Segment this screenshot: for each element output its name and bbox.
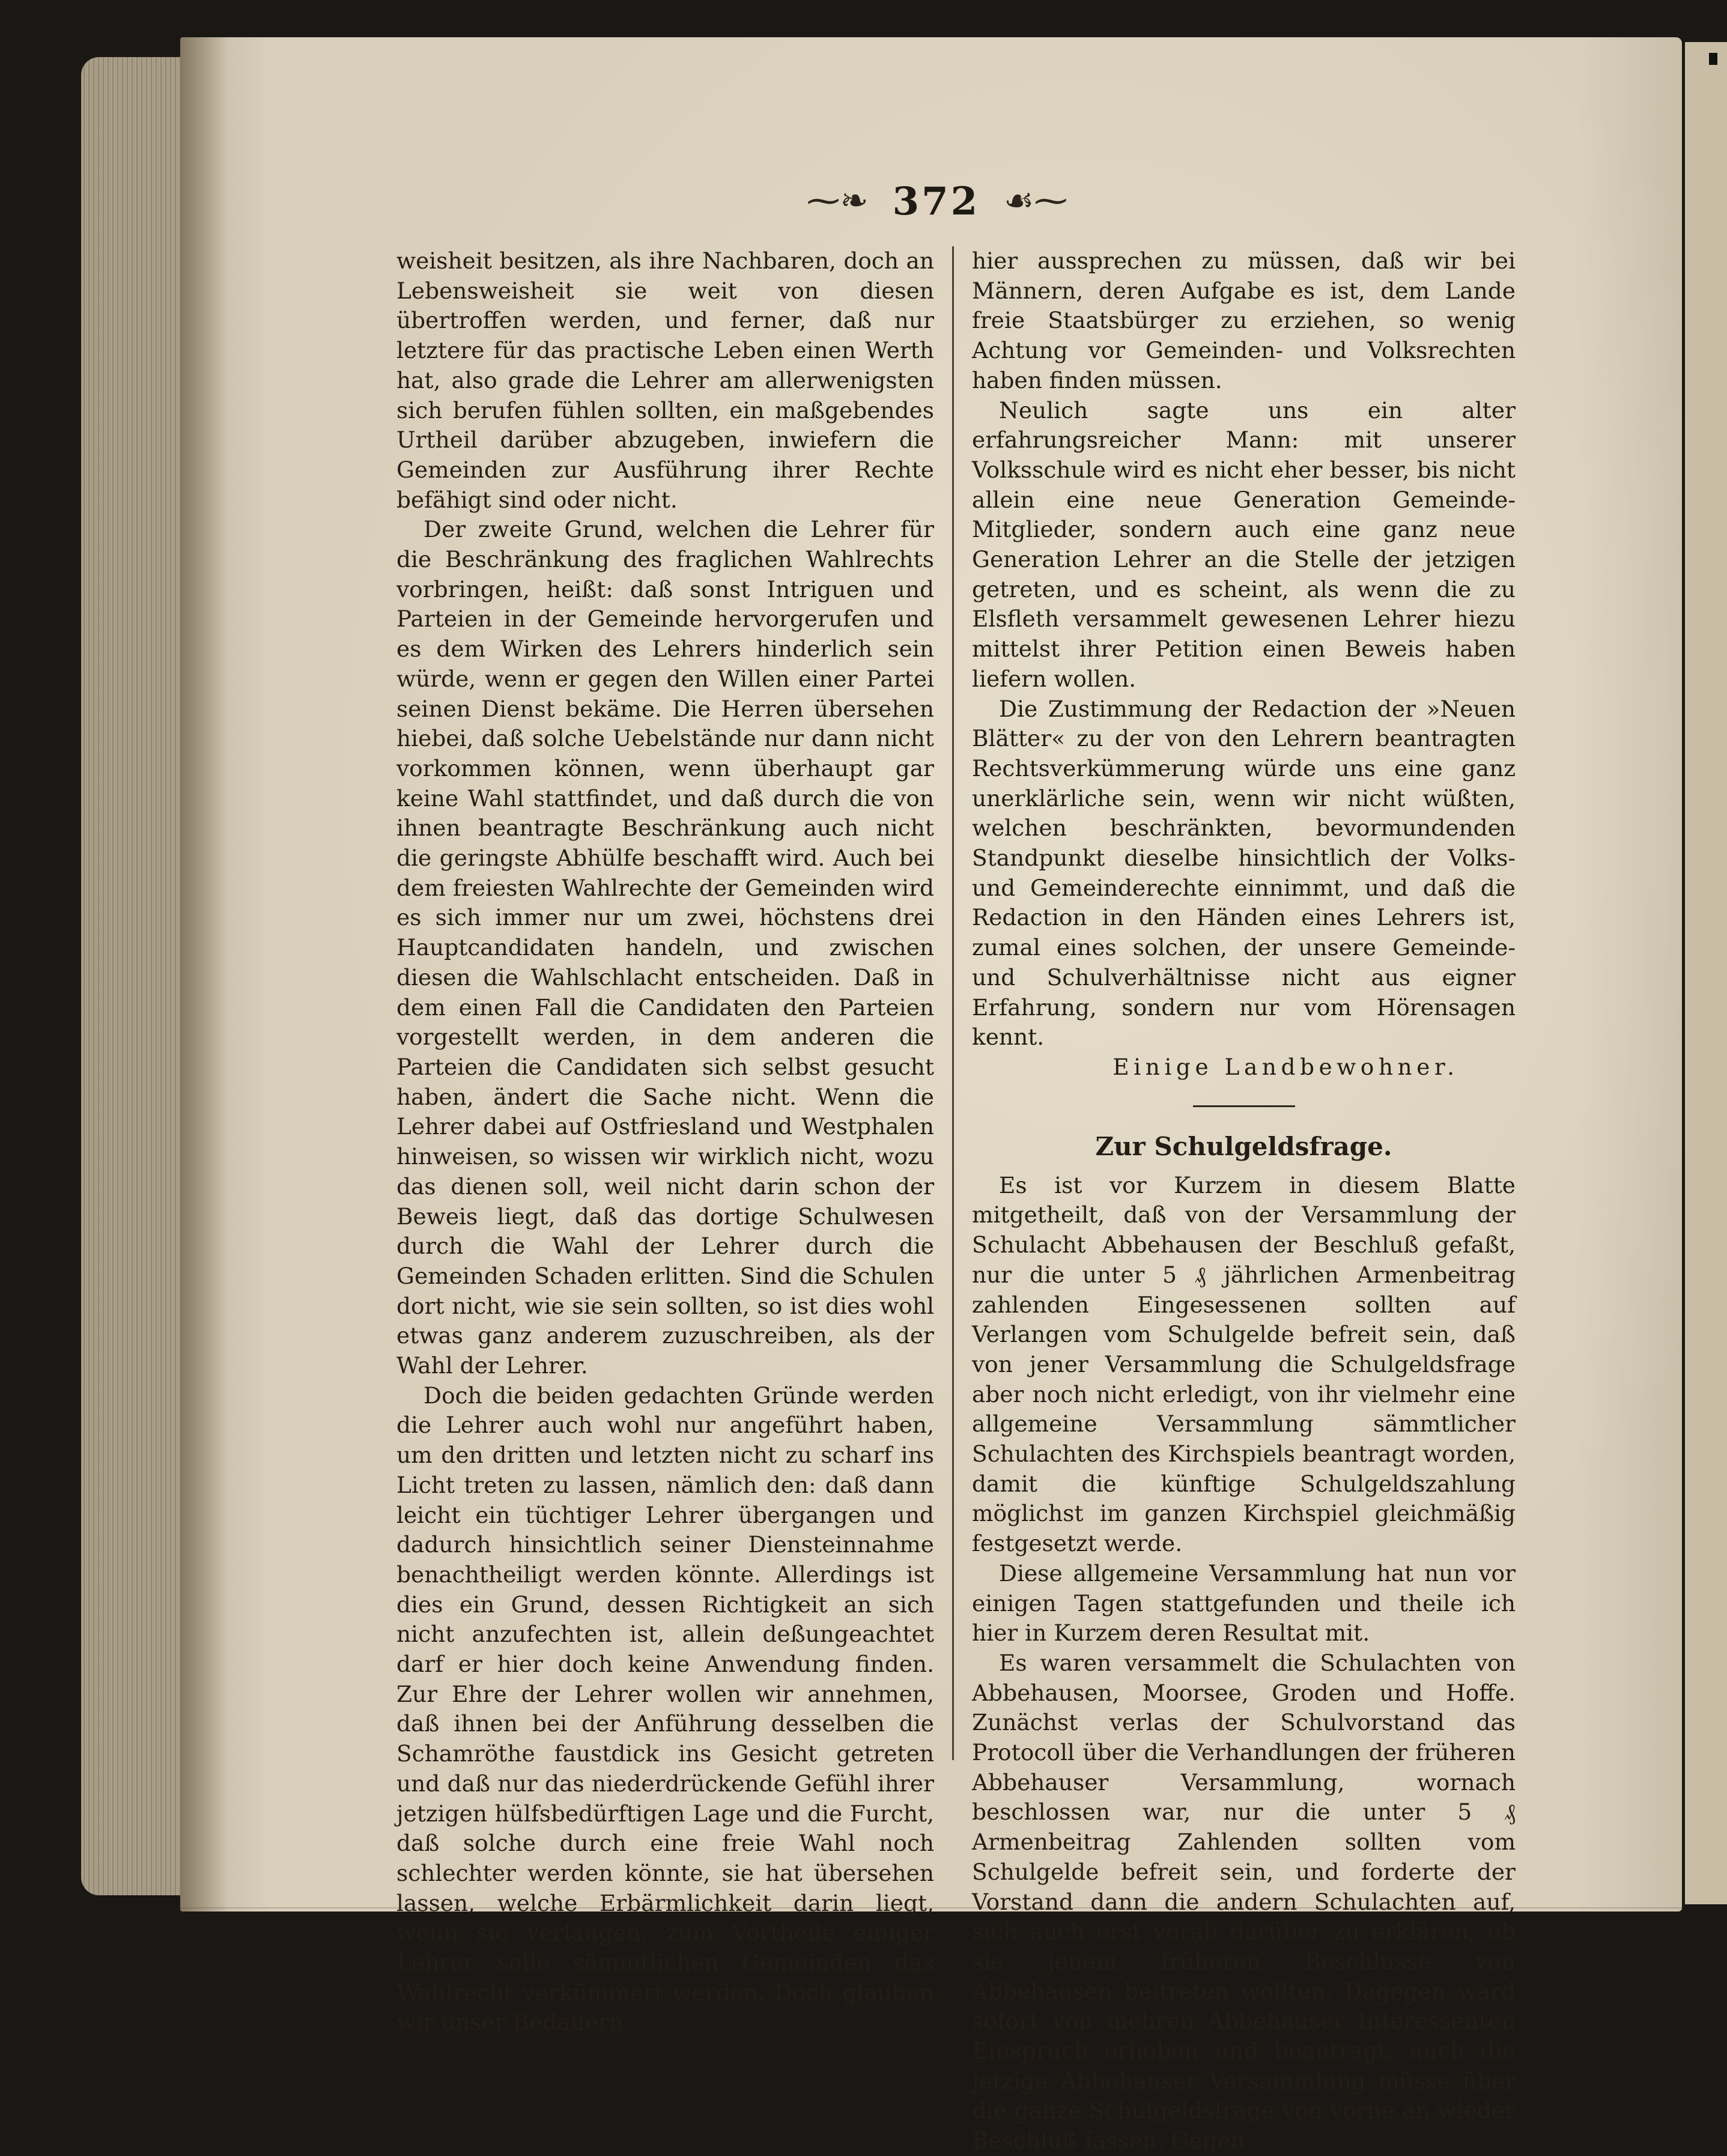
paragraph: Es waren versammelt die Schulachten von Abbehausen, Moorsee, Groden und Hoffe. Zunächst verlas der Schulvorstand das Protocoll über die Verhandlungen der früheren Abbehauser Versammlung, wornach beschlossen war, nur die unter 5 ₰ Armenbeitrag Zahlenden sollten vom Schulgelde befreit sein, und forderte der Vorstand dann die andern Schulachten auf, sich auch erst vorab darüber zu erklären, ob sie jenem früheren Beschlusse von Abbehausen beitreten wollten. Dagegen ward sofort von mehren Abbehauser Interessenten Einspruch erhoben und beantragt, auch die jetzige Abbehauser Versammlung müsse über die ganze Schulgeldsfrage von vorne an wieder Beschluß fassen. Gegen [972, 1649, 1516, 2154]
scan-marker [1709, 53, 1717, 65]
page-header [781, 177, 1093, 225]
article-heading: Zur Schulgeldsfrage. [1095, 1131, 1392, 1161]
page-bottom-line [180, 1907, 1682, 1909]
spine-shadow [180, 37, 228, 1912]
paragraph: Diese allgemeine Versammlung hat nun vor einigen Tagen stattgefunden und theile ich hier in Kurzem deren Resultat mit. [972, 1559, 1516, 1647]
paragraph: Neulich sagte uns ein alter erfahrungsreicher Mann: mit unserer Volksschule wird es nicht eher besser, bis nicht allein eine neue Generation Gemeinde-Mitglieder, sondern auch eine ganz neue Generation Lehrer an die Stelle der jetzigen getreten, und es scheint, als wenn die zu Elsfleth versammelt gewesenen Lehrer hiezu mittelst ihrer Petition einen Beweis haben liefern wollen. [972, 396, 1516, 692]
paragraph: Der zweite Grund, welchen die Lehrer für die Beschränkung des fraglichen Wahlrechts vorbringen, heißt: daß sonst Intriguen und Parteien in der Gemeinde hervorgerufen und es dem Wirken des Lehrers hinderlich sein würde, wenn er gegen den Willen einer Partei seinen Dienst bekäme. Die Herren übersehen hiebei, daß solche Uebelstände nur dann nicht vorkommen können, wenn überhaupt gar keine Wahl stattfindet, und daß durch die von ihnen beantragte Beschränkung auch nicht die geringste Abhülfe beschafft wird. Auch bei dem freiesten Wahlrechte der Gemeinden wird es sich immer nur um zwei, höchstens drei Hauptcandidaten handeln, und zwischen diesen die Wahlschlacht entscheiden. Daß in dem einen Fall die Candidaten den Parteien vorgestellt werden, in dem anderen die Parteien die Candidaten sich selbst gesucht haben, ändert die Sache nicht. Wenn die Lehrer dabei auf Ostfriesland und Westphalen hinweisen, so wissen wir wirklich nicht, wozu das dienen soll, weil nicht darin schon der Beweis liegt, daß das dortige Schulwesen durch die Wahl der Lehrer durch die Gemeinden Schaden erlitten. Sind die Schulen dort nicht, wie sie sein sollten, so ist dies wohl etwas ganz anderem zuzuschreiben, als der Wahl der Lehrer. [396, 516, 934, 1379]
column-divider [952, 246, 954, 1760]
left-column [396, 246, 934, 2038]
paragraph: weisheit besitzen, als ihre Nachbaren, doch an Lebensweisheit sie weit von diesen übertroffen werden, und ferner, daß nur letztere für das practische Leben einen Werth hat, also grade die Lehrer am allerwenigsten sich berufen fühlen sollten, ein maßgebendes Urtheil darüber abzugeben, inwiefern die Gemeinden zur Ausführung ihrer Rechte befähigt sind oder nicht. [396, 247, 934, 513]
paragraph: Es ist vor Kurzem in diesem Blatte mitgetheilt, daß von der Versammlung der Schulacht Abbehausen der Beschluß gefaßt, nur die unter 5 ₰ jährlichen Armenbeitrag zahlenden Eingesessenen sollten auf Verlangen vom Schulgelde befreit sein, daß von jener Versammlung die Schulgeldsfrage aber noch nicht erledigt, von ihr vielmehr eine allgemeine Versammlung sämmtlicher Schulachten des Kirchspiels beantragt worden, damit die künftige Schulgeldszahlung möglichst im ganzen Kirchspiel gleichmäßig festgesetzt werde. [972, 1171, 1516, 1557]
ornament-left-icon: ⁓❧ [806, 181, 869, 220]
paragraph: Die Zustimmung der Redaction der »Neuen Blätter« zu der von den Lehrern beantragten Rechtsverkümmerung würde uns eine ganz unerklärliche sein, wenn wir nicht wüßten, welchen beschränkten, bevormundenden Standpunkt dieselbe hinsichtlich der Volks- und Gemeinderechte einnimmt, und daß die Redaction in den Händen eines Lehrers ist, zumal eines solchen, der unsere Gemeinde- und Schulverhältnisse nicht aus eigner Erfahrung, sondern nur vom Hörensagen kennt. [972, 695, 1516, 1051]
paragraph: Doch die beiden gedachten Gründe werden die Lehrer auch wohl nur angeführt haben, um den dritten und letzten nicht zu scharf ins Licht treten zu lassen, nämlich den: daß dann leicht ein tüchtiger Lehrer übergangen und dadurch hinsichtlich seiner Diensteinnahme benachtheiligt werden könnte. Allerdings ist dies ein Grund, dessen Richtigkeit an sich nicht anzufechten ist, allein deßungeachtet darf er hier doch keine Anwendung finden. Zur Ehre der Lehrer wollen wir annehmen, daß ihnen bei der Anführung desselben die Schamröthe faustdick ins Gesicht getreten und daß nur das niederdrückende Gefühl ihrer jetzigen hülfsbedürftigen Lage und die Furcht, daß solche durch eine freie Wahl noch schlechter werden könnte, sie hat übersehen lassen, welche Erbärmlichkeit darin liegt, wenn sie verlangen, zum Vortheile einiger Lehrer solle sämmtlichen Gemeinden das Wahlrecht verkümmert werden. Doch glauben wir unser Bedauern [396, 1382, 934, 2036]
paragraph: hier aussprechen zu müssen, daß wir bei Männern, deren Aufgabe es ist, dem Lande freie Staatsbürger zu erziehen, so wenig Achtung vor Gemeinden- und Volksrechten haben finden müssen. [972, 247, 1516, 393]
signature: Einige Landbewohner. [1112, 1053, 1459, 1080]
section-separator [1193, 1105, 1295, 1107]
facing-page-edge [1685, 42, 1727, 1904]
ornament-right-icon: ☙⁓ [1004, 181, 1068, 220]
page-edges [81, 57, 195, 1895]
page-number: 372 [892, 178, 980, 224]
right-column [972, 246, 1516, 2156]
